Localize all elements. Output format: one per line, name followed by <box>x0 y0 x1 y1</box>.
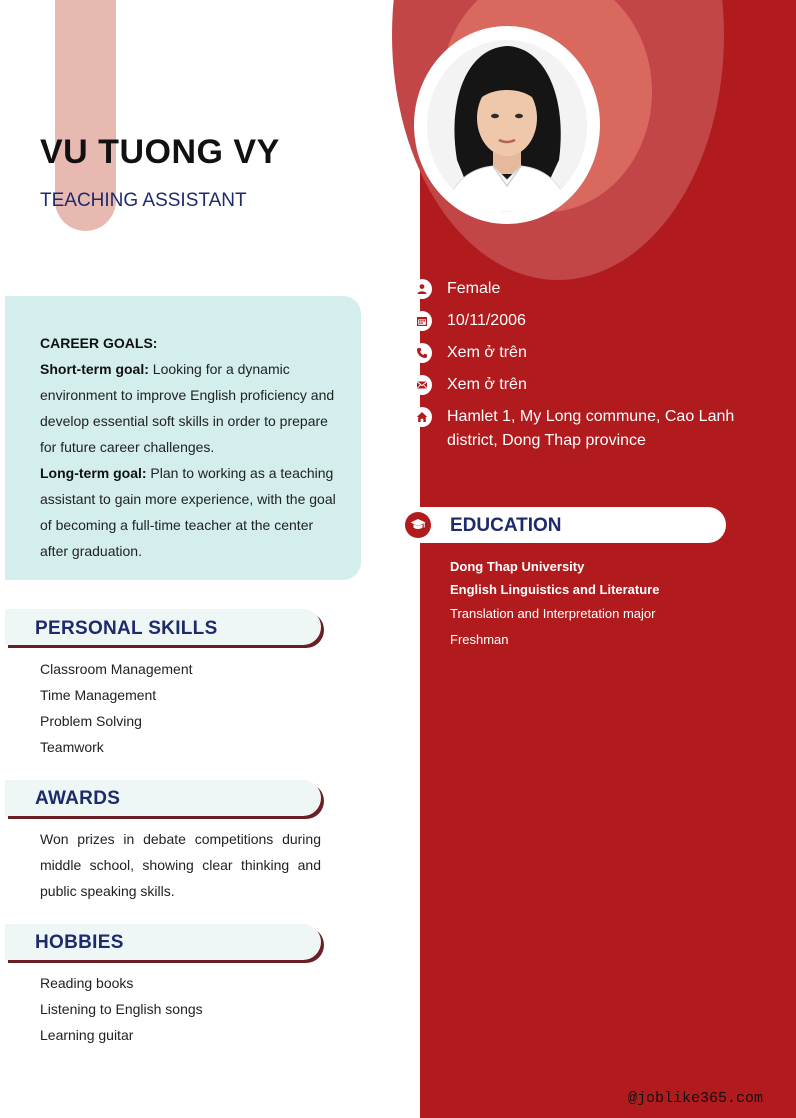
user-icon <box>412 279 432 299</box>
profile-photo <box>427 40 587 212</box>
email-text: Xem ở trên <box>447 376 527 393</box>
hobbies-title: HOBBIES <box>35 932 124 953</box>
career-goals-heading: CAREER GOALS: <box>40 335 158 351</box>
phone-icon <box>412 343 432 363</box>
gender-text: Female <box>447 280 501 297</box>
dob-text: 10/11/2006 <box>447 312 526 329</box>
major-name: Translation and Interpretation major <box>450 606 656 621</box>
skills-title: PERSONAL SKILLS <box>35 618 218 639</box>
list-item: Teamwork <box>40 739 104 755</box>
calendar-icon <box>412 311 432 331</box>
hobbies-list <box>40 970 203 1048</box>
watermark-text: @joblike365.com <box>628 1090 764 1107</box>
short-term-label: Short-term goal: <box>40 361 149 377</box>
home-icon <box>412 407 432 427</box>
list-item: Listening to English songs <box>40 1001 203 1017</box>
address-text: Hamlet 1, My Long commune, Cao Lanh district, Dong Thap province <box>447 408 735 449</box>
long-term-label: Long-term goal: <box>40 465 147 481</box>
career-goals-content <box>40 330 338 564</box>
list-item: Learning guitar <box>40 1027 134 1043</box>
mail-icon <box>412 375 432 395</box>
job-title: TEACHING ASSISTANT <box>40 190 247 211</box>
university-name: Dong Thap University <box>450 559 585 574</box>
list-item: Time Management <box>40 687 157 703</box>
candidate-name: VU TUONG VY <box>40 133 280 171</box>
skills-list <box>40 656 193 760</box>
list-item: Classroom Management <box>40 661 193 677</box>
education-details <box>450 555 659 653</box>
long-term-text: Plan to working as a teaching assistant to gain more experience, with the goal of becoming a full-time teacher at the center after graduation. <box>40 465 336 559</box>
list-item: Reading books <box>40 975 134 991</box>
awards-text: Won prizes in debate competitions during middle school, showing clear thinking and public speaking skills. <box>40 831 321 899</box>
program-name: English Linguistics and Literature <box>450 582 660 597</box>
study-year: Freshman <box>450 632 509 647</box>
phone-text: Xem ở trên <box>447 344 527 361</box>
education-title: EDUCATION <box>450 515 562 536</box>
graduation-cap-icon <box>405 512 431 538</box>
short-term-text: Looking for a dynamic environment to improve English proficiency and develop essential soft skills in order to prepare for future career challenges. <box>40 361 335 455</box>
awards-title: AWARDS <box>35 788 121 809</box>
list-item: Problem Solving <box>40 713 142 729</box>
